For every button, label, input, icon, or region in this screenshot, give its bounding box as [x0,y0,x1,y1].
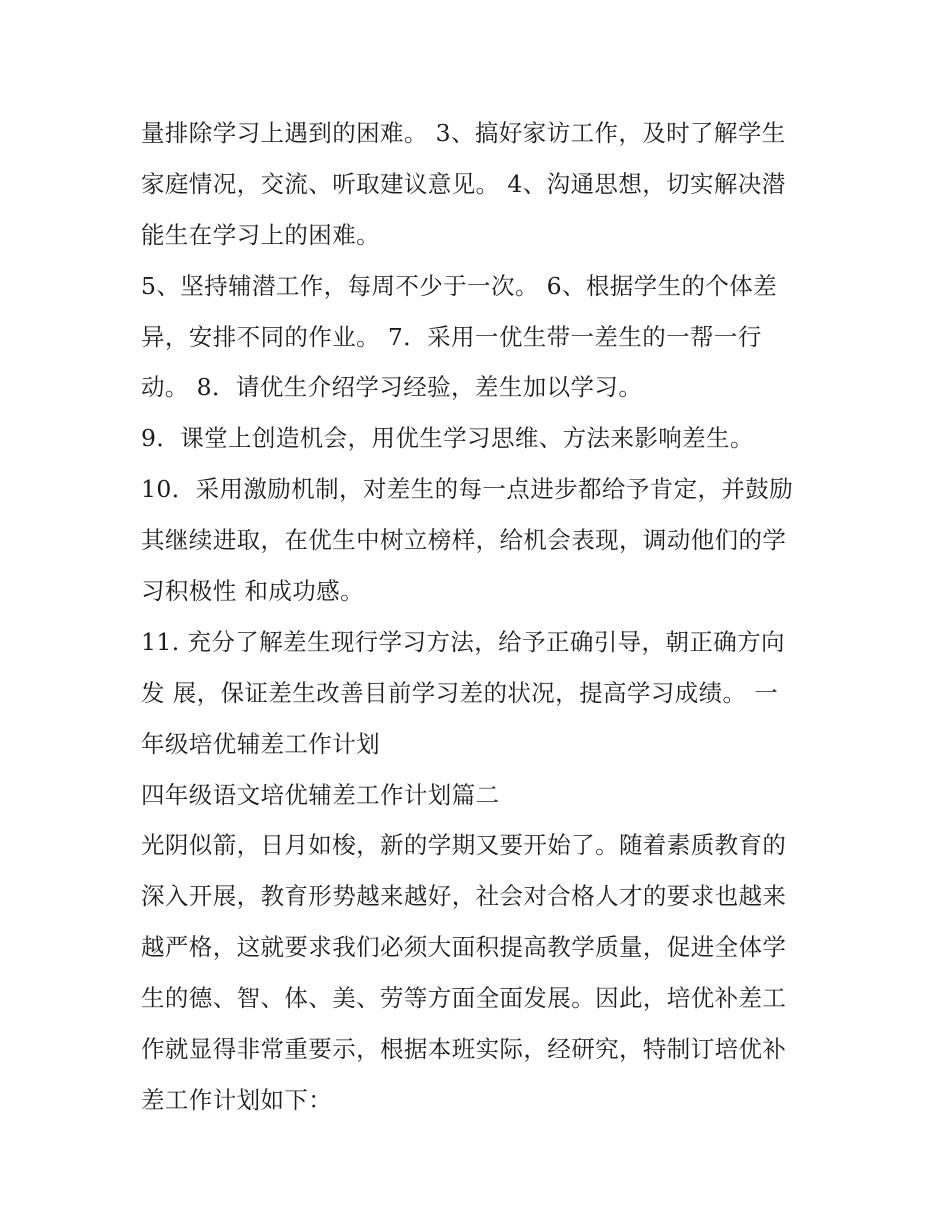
text-line: 量排除学习上遇到的困难。 3、搞好家访工作，及时了解学生 [141,119,786,147]
document-body [141,108,821,1126]
text-line: 10．采用激励机制，对差生的每一点进步都给予肯定，并鼓励 [141,475,794,504]
text-line: 越严格，这就要求我们必须大面积提高教学质量，促进全体学 [141,933,787,962]
text-line: 习积极性 和成功感。 [141,577,364,606]
text-line: 生的德、智、体、美、劳等方面全面发展。因此，培优补差工 [141,984,787,1013]
text-line: 其继续进取，在优生中树立榜样，给机会表现，调动他们的学 [141,526,787,555]
section-heading: 四年级语文培优辅差工作计划篇二 [141,780,500,809]
text-line: 年级培优辅差工作计划 [141,729,380,758]
text-line: 能生在学习上的困难。 [141,220,380,249]
text-line: 5、坚持辅潜工作，每周不少于一次。 6、根据学生的个体差 [141,271,778,300]
text-line: 作就显得非常重要示，根据本班实际，经研究，特制订培优补 [141,1035,787,1064]
text-line: 家庭情况，交流、听取建议意见。 4、沟通思想，切实解决潜 [141,169,786,198]
text-line: 发 展，保证差生改善目前学习差的状况，提高学习成绩。 一 [141,678,779,707]
text-line: 11. 充分了解差生现行学习方法，给予正确引导，朝正确方向 [141,627,785,656]
text-line: 9．课堂上创造机会，用优生学习思维、方法来影响差生。 [141,424,754,453]
text-line: 光阴似箭，日月如梭，新的学期又要开始了。随着素质教育的 [141,831,787,860]
text-line: 深入开展，教育形势越来越好，社会对合格人才的要求也越来 [141,882,787,911]
text-line: 动。 8．请优生介绍学习经验，差生加以学习。 [141,373,643,402]
text-line: 差工作计划如下： [141,1085,333,1114]
text-line: 异，安排不同的作业。 7．采用一优生带一差生的一帮一行 [141,322,762,351]
